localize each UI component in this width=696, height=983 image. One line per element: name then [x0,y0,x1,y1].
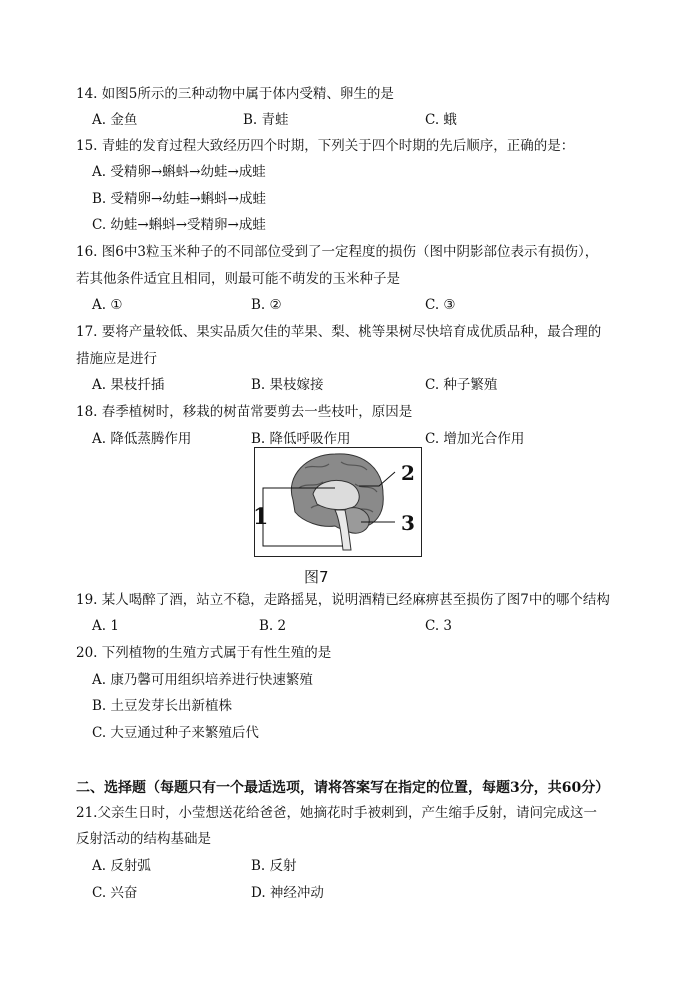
question-14-stem: 14. 如图5所示的三种动物中属于体内受精、卵生的是 [76,86,394,102]
label-3: 3 [401,511,415,535]
figure-7-caption: 图7 [304,568,329,586]
q21-option-c: C. 兴奋 [92,885,138,901]
q20-option-b: B. 土豆发芽长出新植株 [92,698,233,714]
question-17-stem-line2: 措施应是进行 [76,351,157,367]
q16-option-b: B. ② [251,297,282,313]
q17-option-b: B. 果枝嫁接 [251,377,324,393]
q17-option-c: C. 种子繁殖 [425,377,498,393]
question-18-stem: 18. 春季植树时，移栽的树苗常要剪去一些枝叶，原因是 [76,404,413,420]
q20-option-a: A. 康乃馨可用组织培养进行快速繁殖 [92,672,313,688]
q18-option-c: C. 增加光合作用 [425,431,525,447]
q19-option-b: B. 2 [259,618,287,634]
question-17-stem-line1: 17. 要将产量较低、果实品质欠佳的苹果、梨、桃等果树尽快培育成优质品种，最合理的 [76,324,602,340]
figure-7-brain-diagram [254,447,422,557]
q15-option-c: C. 幼蛙→蝌蚪→受精卵→成蛙 [92,217,266,233]
label-1: 1 [253,504,269,530]
q18-option-a: A. 降低蒸腾作用 [92,431,192,447]
q14-option-b: B. 青蛙 [243,112,289,128]
section-2-title: 二、选择题（每题只有一个最适选项，请将答案写在指定的位置，每题3分，共60分） [76,780,610,796]
question-16-stem-line1: 16. 图6中3粒玉米种子的不同部位受到了一定程度的损伤（图中阴影部位表示有损伤）， [76,244,599,260]
q17-option-a: A. 果枝扦插 [92,377,165,393]
brain-illustration [255,448,421,556]
q18-option-b: B. 降低呼吸作用 [251,431,351,447]
q15-option-b: B. 受精卵→幼蛙→蝌蚪→成蛙 [92,191,266,207]
q15-option-a: A. 受精卵→蝌蚪→幼蛙→成蛙 [92,164,266,180]
q16-option-c: C. ③ [425,297,456,313]
q21-option-a: A. 反射弧 [92,858,151,874]
q20-option-c: C. 大豆通过种子来繁殖后代 [92,725,259,741]
q21-option-b: B. 反射 [251,858,297,874]
corpus-region [313,481,359,510]
q19-option-c: C. 3 [425,618,453,634]
label-2: 2 [401,461,415,485]
q14-option-a: A. 金鱼 [92,112,138,128]
question-15-stem: 15. 青蛙的发育过程大致经历四个时期，下列关于四个时期的先后顺序，正确的是： [76,138,575,154]
question-19-stem: 19. 某人喝醉了酒，站立不稳，走路摇晃，说明酒精已经麻痹甚至损伤了图7中的哪个结构 [76,592,610,608]
q19-option-a: A. 1 [92,618,119,634]
q14-option-c: C. 蛾 [425,112,457,128]
question-20-stem: 20. 下列植物的生殖方式属于有性生殖的是 [76,645,332,661]
q16-option-a: A. ① [92,297,123,313]
question-21-stem-line1: 21.父亲生日时，小莹想送花给爸爸，她摘花时手被刺到，产生缩手反射，请问完成这一 [76,805,597,821]
question-16-stem-line2: 若其他条件适宜且相同，则最可能不萌发的玉米种子是 [76,271,400,287]
q21-option-d: D. 神经冲动 [251,885,324,901]
question-21-stem-line2: 反射活动的结构基础是 [76,831,211,847]
